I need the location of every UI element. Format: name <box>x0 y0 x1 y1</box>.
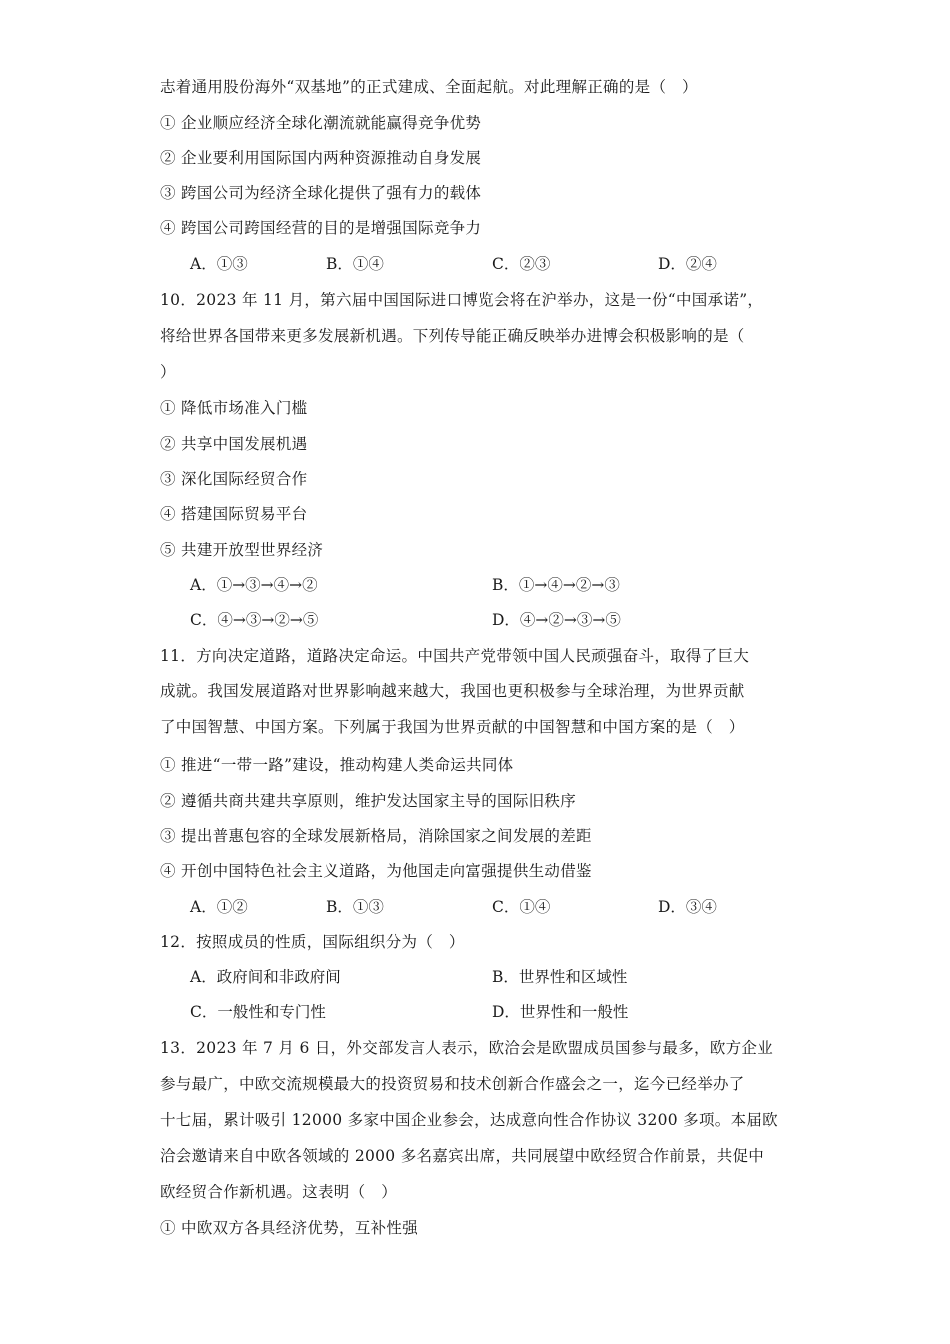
q11-option-b[interactable]: B．①③ <box>326 898 384 916</box>
q10-option-d[interactable]: D．④→②→③→⑤ <box>492 611 621 629</box>
q10-option-b[interactable]: B．①→④→②→③ <box>492 576 620 594</box>
q11-stem-line-3: 了中国智慧、中国方案。下列属于我国为世界贡献的中国智慧和中国方案的是（ ） <box>160 718 745 736</box>
q11-stem-line-1: 11．方向决定道路，道路决定命运。中国共产党带领中国人民顽强奋斗，取得了巨大 <box>160 647 750 665</box>
q11-item-4: ④ 开创中国特色社会主义道路，为他国走向富强提供生动借鉴 <box>160 862 592 880</box>
q12-stem: 12．按照成员的性质，国际组织分为（ ） <box>160 933 465 951</box>
q13-item-1: ① 中欧双方各具经济优势，互补性强 <box>160 1219 419 1237</box>
q11-item-1: ① 推进“一带一路”建设，推动构建人类命运共同体 <box>160 756 514 774</box>
q10-option-c[interactable]: C．④→③→②→⑤ <box>190 611 319 629</box>
q9-option-c[interactable]: C．②③ <box>492 255 551 273</box>
q10-option-a[interactable]: A．①→③→④→② <box>190 576 318 594</box>
q10-item-2: ② 共享中国发展机遇 <box>160 435 308 453</box>
q11-option-a[interactable]: A．①② <box>190 898 248 916</box>
q12-option-c[interactable]: C．一般性和专门性 <box>190 1003 326 1021</box>
q10-item-5: ⑤ 共建开放型世界经济 <box>160 541 324 559</box>
q10-stem-line-3: ） <box>160 363 176 381</box>
q13-stem-line-5: 欧经贸合作新机遇。这表明（ ） <box>160 1183 398 1201</box>
q12-option-d[interactable]: D．世界性和一般性 <box>492 1003 629 1021</box>
q13-stem-line-4: 洽会邀请来自中欧各领域的 2000 多名嘉宾出席，共同展望中欧经贸合作前景，共促中 <box>160 1147 765 1165</box>
q9-stem-tail: 志着通用股份海外“双基地”的正式建成、全面起航。对此理解正确的是（ ） <box>160 78 698 96</box>
q10-stem-line-2: 将给世界各国带来更多发展新机遇。下列传导能正确反映举办进博会积极影响的是（ <box>160 327 745 345</box>
q11-item-3: ③ 提出普惠包容的全球发展新格局，消除国家之间发展的差距 <box>160 827 592 845</box>
q9-item-2: ② 企业要利用国际国内两种资源推动自身发展 <box>160 149 482 167</box>
q11-stem-line-2: 成就。我国发展道路对世界影响越来越大，我国也更积极参与全球治理，为世界贡献 <box>160 682 745 700</box>
q9-item-3: ③ 跨国公司为经济全球化提供了强有力的载体 <box>160 184 482 202</box>
q10-item-3: ③ 深化国际经贸合作 <box>160 470 308 488</box>
q9-item-1: ① 企业顺应经济全球化潮流就能赢得竞争优势 <box>160 114 482 132</box>
q9-option-a[interactable]: A．①③ <box>190 255 248 273</box>
q10-item-4: ④ 搭建国际贸易平台 <box>160 505 308 523</box>
q12-option-a[interactable]: A．政府间和非政府间 <box>190 968 341 986</box>
q9-option-b[interactable]: B．①④ <box>326 255 384 273</box>
q11-item-2: ② 遵循共商共建共享原则，维护发达国家主导的国际旧秩序 <box>160 792 577 810</box>
q10-stem-line-1: 10．2023 年 11 月，第六届中国国际进口博览会将在沪举办，这是一份“中国承诺”， <box>160 291 764 309</box>
q11-option-d[interactable]: D．③④ <box>658 898 717 916</box>
q13-stem-line-3: 十七届，累计吸引 12000 多家中国企业参会，达成意向性合作协议 3200 多项。本届欧 <box>160 1111 778 1129</box>
q12-option-b[interactable]: B．世界性和区域性 <box>492 968 628 986</box>
q10-item-1: ① 降低市场准入门槛 <box>160 399 308 417</box>
q9-item-4: ④ 跨国公司跨国经营的目的是增强国际竞争力 <box>160 219 482 237</box>
q9-option-d[interactable]: D．②④ <box>658 255 717 273</box>
q13-stem-line-1: 13．2023 年 7 月 6 日，外交部发言人表示，欧洽会是欧盟成员国参与最多，欧方企业 <box>160 1039 774 1057</box>
q13-stem-line-2: 参与最广，中欧交流规模最大的投资贸易和技术创新合作盛会之一，迄今已经举办了 <box>160 1075 745 1093</box>
q11-option-c[interactable]: C．①④ <box>492 898 551 916</box>
